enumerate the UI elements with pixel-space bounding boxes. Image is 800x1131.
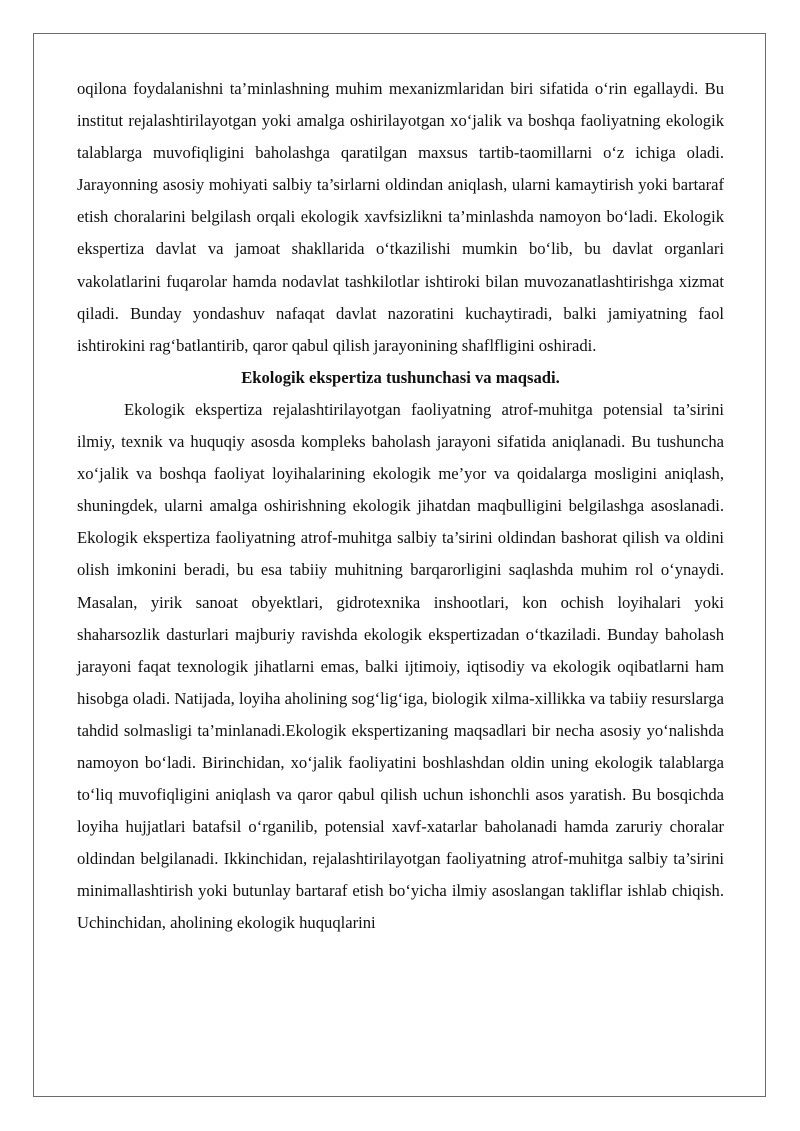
- body-paragraph-main: Ekologik ekspertiza rejalashtirilayotgan faoliyatning atrof-muhitga potensial ta’sirini ilmiy, texnik va huquqiy asosda kompleks baholash jarayoni sifatida aniqlanadi. Bu tushuncha xo‘jalik va boshqa faoliyat loyihalarining ekologik me’yor va qoidalarga mosligini aniqlash, shuningdek, ularni amalga oshirishning ekologik jihatdan maqbulligini belgilashga asoslanadi. Ekologik ekspertiza faoliyatning atrof-muhitga salbiy ta’sirini oldindan bashorat qilish va oldini olish imkonini beradi, bu esa tabiiy muhitning barqarorligini saqlashda muhim rol o‘ynaydi. Masalan, yirik sanoat obyektlari, gidrotexnika inshootlari, kon ochish loyihalari yoki shaharsozlik dasturlari majburiy ravishda ekologik ekspertizadan o‘tkaziladi. Bunday baholash jarayoni faqat texnologik jihatlarni emas, balki ijtimoiy, iqtisodiy va ekologik oqibatlarni ham hisobga oladi. Natijada, loyiha aholining sog‘lig‘iga, biologik xilma-xillikka va tabiiy resurslarga tahdid solmasligi ta’minlanadi.Ekologik ekspertizaning maqsadlari bir necha asosiy yo‘nalishda namoyon bo‘ladi. Birinchidan, xo‘jalik faoliyatini boshlashdan oldin uning ekologik talablarga to‘liq muvofiqligini aniqlash va qaror qabul qilish uchun ishonchli asos yaratish. Bu bosqichda loyiha hujjatlari batafsil o‘rganilib, potensial xavf-xatarlar baholanadi hamda zaruriy choralar oldindan belgilanadi. Ikkinchidan, rejalashtirilayotgan faoliyatning atrof-muhitga salbiy ta’sirini minimallashtirish yoki butunlay bartaraf etish bo‘yicha ilmiy asoslangan takliflar ishlab chiqish. Uchinchidan, aholining ekologik huquqlarini: [77, 399, 724, 933]
- document-body: [77, 73, 724, 940]
- body-paragraph-intro: oqilona foydalanishni ta’minlashning muhim mexanizmlaridan biri sifatida o‘rin egallaydi. Bu institut rejalashtirilayotgan yoki amalga oshirilayotgan xo‘jalik va boshqa faoliyatning ekologik talablarga muvofiqligini baholashga qaratilgan maxsus tartib-taomillarni o‘z ichiga oladi. Jarayonning asosiy mohiyati salbiy ta’sirlarni oldindan aniqlash, ularni kamaytirish yoki bartaraf etish choralarini belgilash orqali ekologik xavfsizlikni ta’minlashda namoyon bo‘ladi. Ekologik ekspertiza davlat va jamoat shakllarida o‘tkazilishi mumkin bo‘lib, bu davlat organlari vakolatlarini fuqarolar hamda nodavlat tashkilotlar ishtiroki bilan muvozanatlashtirishga xizmat qiladi. Bunday yondashuv nafaqat davlat nazoratini kuchaytiradi, balki jamiyatning faol ishtirokini rag‘batlantirib, qaror qabul qilish jarayonining shaflfligini oshiradi.: [77, 79, 724, 355]
- section-heading: Ekologik ekspertiza tushunchasi va maqsadi.: [241, 367, 560, 387]
